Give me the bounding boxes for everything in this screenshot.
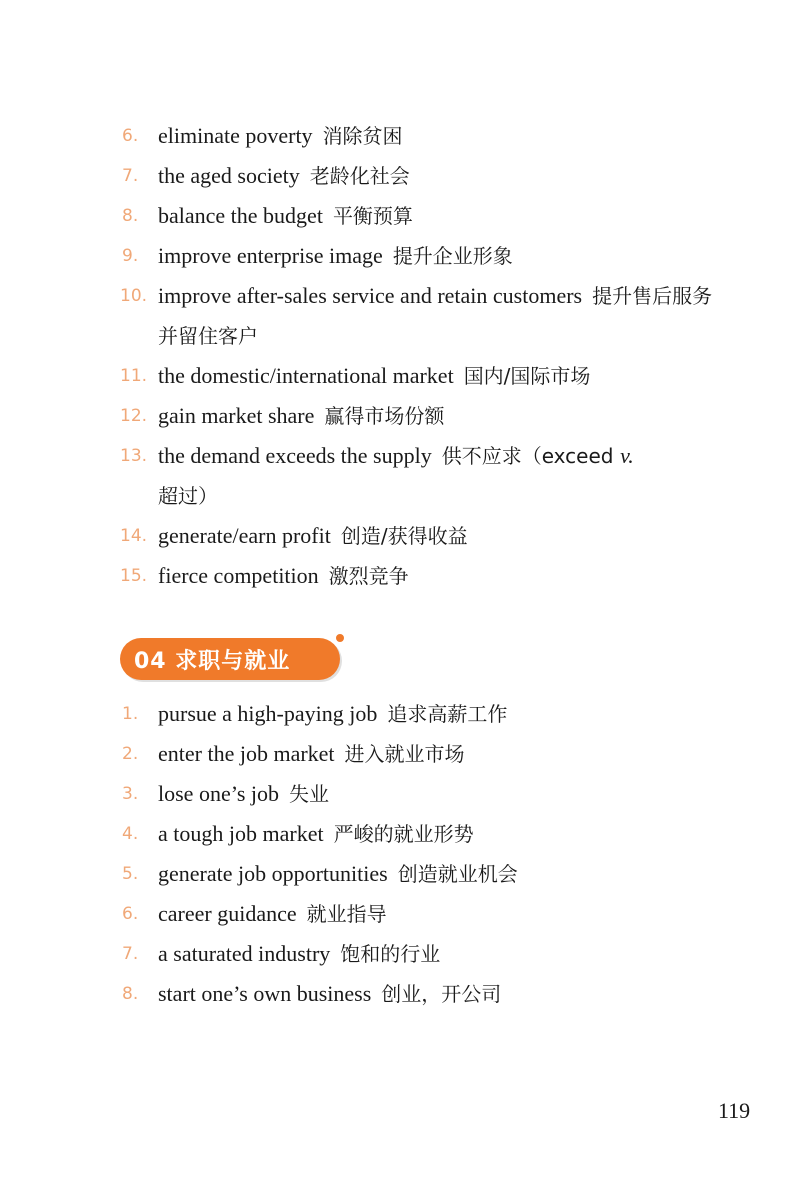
- chinese-term: 创造就业机会: [397, 862, 518, 886]
- english-term: career guidance: [158, 901, 297, 926]
- item-number: 6.: [122, 126, 139, 146]
- chinese-term: 老龄化社会: [309, 164, 410, 188]
- chinese-term: 国内/国际市场: [463, 364, 591, 388]
- list-item: [0, 196, 800, 236]
- item-number: 8.: [122, 984, 139, 1004]
- chinese-term-continued: 超过）: [158, 484, 218, 508]
- chinese-term: 饱和的行业: [340, 942, 441, 966]
- chinese-term: 提升售后服务并留住客户: [158, 284, 713, 348]
- list-item: [0, 436, 800, 516]
- list-item: [0, 934, 800, 974]
- english-term: the demand exceeds the supply: [158, 443, 432, 468]
- english-term: generate/earn profit: [158, 523, 331, 548]
- list-item: [0, 854, 800, 894]
- english-term: the domestic/international market: [158, 363, 454, 388]
- item-number: 4.: [122, 824, 139, 844]
- item-number: 10.: [120, 286, 148, 306]
- item-number: 6.: [122, 904, 139, 924]
- vocab-list-economy: [0, 116, 800, 596]
- chinese-term: 赢得市场份额: [324, 404, 445, 428]
- list-item: [0, 814, 800, 854]
- english-term: eliminate poverty: [158, 123, 313, 148]
- english-term: a tough job market: [158, 821, 324, 846]
- item-number: 14.: [120, 526, 148, 546]
- chinese-term: 平衡预算: [332, 204, 413, 228]
- english-term: start one’s own business: [158, 981, 372, 1006]
- item-number: 12.: [120, 406, 148, 426]
- list-item: [0, 694, 800, 734]
- item-number: 7.: [122, 944, 139, 964]
- item-number: 7.: [122, 166, 139, 186]
- english-term: improve after-sales service and retain customers: [158, 283, 583, 308]
- chinese-term: 就业指导: [306, 902, 387, 926]
- item-number: 5.: [122, 864, 139, 884]
- decorative-dot: [336, 634, 344, 642]
- list-item: [0, 236, 800, 276]
- vocab-list-employment: [0, 694, 800, 1014]
- part-of-speech: v.: [620, 443, 634, 468]
- list-item: [0, 276, 800, 356]
- page-number: 119: [718, 1098, 751, 1123]
- chinese-term: 严峻的就业形势: [333, 822, 474, 846]
- item-number: 9.: [122, 246, 139, 266]
- english-term: pursue a high-paying job: [158, 701, 378, 726]
- list-item: [0, 396, 800, 436]
- item-number: 3.: [122, 784, 139, 804]
- list-item: [0, 974, 800, 1014]
- list-item: [0, 556, 800, 596]
- list-item: [0, 516, 800, 556]
- section-heading-badge: 04 求职与就业: [120, 638, 340, 680]
- chinese-term: 激烈竞争: [328, 564, 409, 588]
- item-number: 13.: [120, 446, 148, 466]
- english-term: a saturated industry: [158, 941, 331, 966]
- english-term: lose one’s job: [158, 781, 279, 806]
- english-term: enter the job market: [158, 741, 335, 766]
- english-term: improve enterprise image: [158, 243, 383, 268]
- chinese-term: 失业: [289, 782, 329, 806]
- english-term: generate job opportunities: [158, 861, 388, 886]
- list-item: [0, 894, 800, 934]
- chinese-term: 供不应求（exceed: [441, 444, 614, 468]
- chinese-term: 创业，开公司: [381, 982, 502, 1006]
- english-term: balance the budget: [158, 203, 323, 228]
- chinese-term: 追求高薪工作: [387, 702, 508, 726]
- list-item: [0, 774, 800, 814]
- chinese-term: 进入就业市场: [344, 742, 465, 766]
- item-number: 1.: [122, 704, 139, 724]
- list-item: [0, 116, 800, 156]
- item-number: 11.: [120, 366, 148, 386]
- chinese-term: 提升企业形象: [392, 244, 513, 268]
- english-term: gain market share: [158, 403, 315, 428]
- list-item: [0, 356, 800, 396]
- english-term: the aged society: [158, 163, 300, 188]
- item-number: 2.: [122, 744, 139, 764]
- item-number: 15.: [120, 566, 148, 586]
- list-item: [0, 156, 800, 196]
- chinese-term: 消除贫困: [322, 124, 403, 148]
- item-number: 8.: [122, 206, 139, 226]
- chinese-term: 创造/获得收益: [340, 524, 468, 548]
- list-item: [0, 734, 800, 774]
- english-term: fierce competition: [158, 563, 319, 588]
